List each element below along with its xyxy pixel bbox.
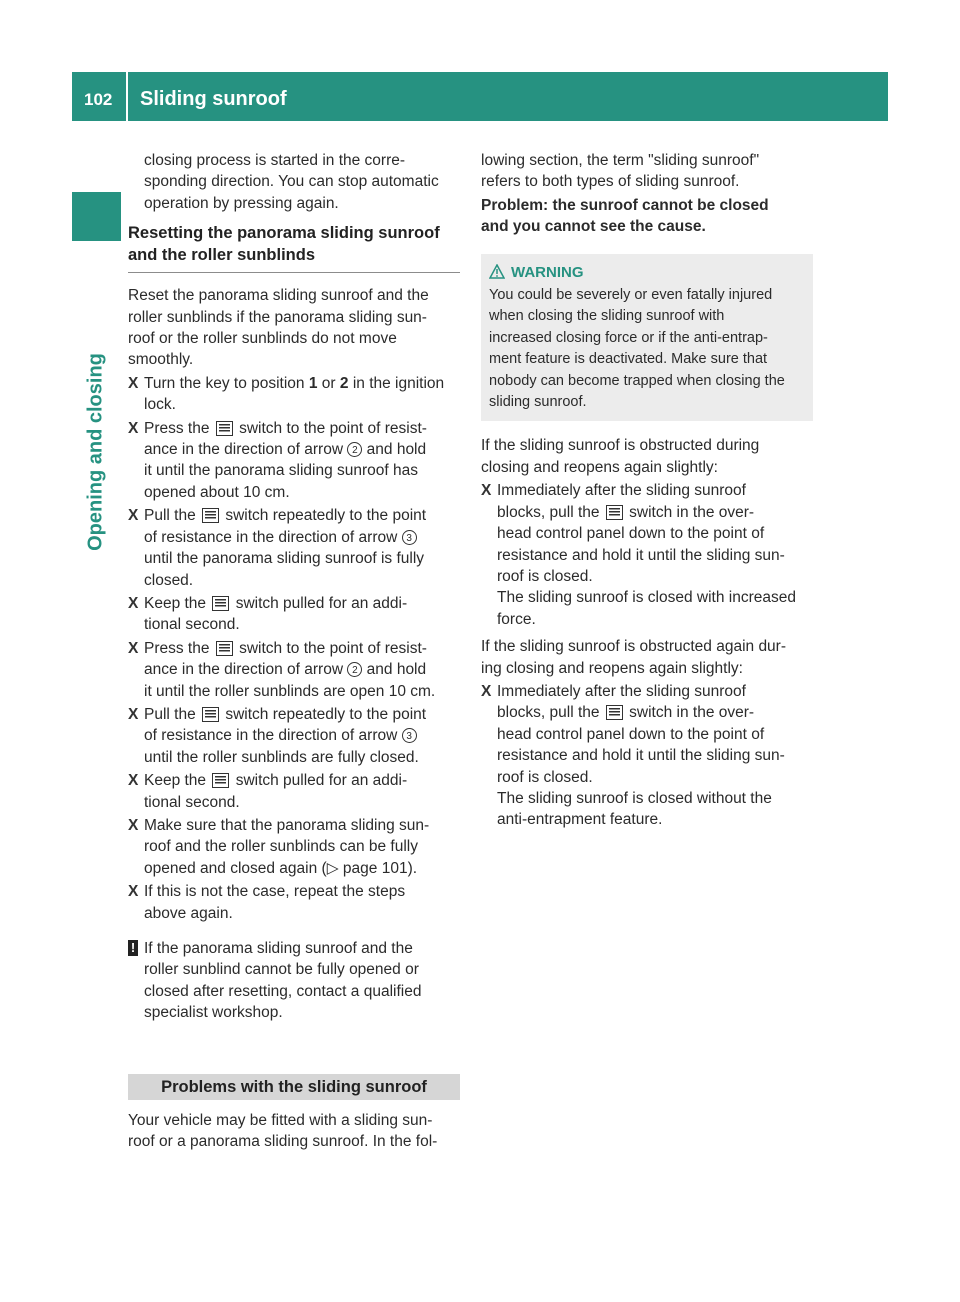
text-line: roof is closed. [497, 567, 593, 585]
left-column [128, 150, 460, 1152]
text-line: it until the roller sunblinds are open 10 cm. [144, 682, 436, 700]
warning-title: WARNING [489, 262, 807, 285]
text-line: Keep the switch pulled for an addi- [144, 594, 408, 612]
text-line: Reset the panorama sliding sunroof and the [128, 287, 429, 305]
instruction-step [128, 505, 460, 591]
caution-note [128, 938, 460, 1024]
text-line: roller sunblind cannot be fully opened or [144, 961, 419, 979]
instruction-step [128, 638, 460, 702]
text-line: resistance and hold it until the sliding sun- [497, 546, 785, 564]
text-line: nobody can become trapped when closing the [489, 372, 785, 389]
step-arrow-icon: X [128, 639, 139, 657]
sunroof-switch-icon [202, 508, 219, 523]
sunroof-switch-icon [216, 421, 233, 436]
text-line: lock. [144, 396, 176, 414]
text-line: If the sliding sunroof is obstructed during [481, 437, 760, 455]
text-line: Turn the key to position 1 or 2 in the ignition [144, 374, 445, 392]
text-line: If the sliding sunroof is obstructed again dur- [481, 638, 787, 656]
instruction-step [128, 704, 460, 768]
text-line: closed after resetting, contact a qualified [144, 982, 422, 1000]
instruction-step [128, 418, 460, 504]
text-line: If the panorama sliding sunroof and the [144, 940, 413, 957]
text-line: tional second. [144, 793, 240, 811]
sunroof-switch-icon [606, 505, 623, 520]
text-line: smoothly. [128, 351, 194, 369]
text-line: opened about 10 cm. [144, 483, 290, 501]
instruction-step [128, 593, 460, 636]
arrow-number-icon: 3 [402, 728, 417, 743]
page-number: 102 [84, 90, 113, 109]
instruction-step [481, 681, 813, 831]
text-line: Immediately after the sliding sunroof [497, 482, 746, 500]
text-line: closed. [144, 571, 194, 589]
text-line: closing and reopens again slightly: [481, 458, 718, 476]
text-line: head control panel down to the point of [497, 725, 765, 743]
text-line: until the roller sunblinds are fully closed. [144, 748, 419, 766]
instruction-step [481, 480, 813, 630]
exclamation-icon: ! [128, 940, 138, 956]
page-title: Sliding sunroof [140, 88, 287, 110]
text-line: sponding direction. You can stop automatic [144, 173, 439, 191]
sunroof-switch-icon [212, 773, 229, 788]
instruction-step [128, 881, 460, 924]
text-line: Press the switch to the point of resist- [144, 639, 427, 657]
text-line: force. [497, 610, 536, 628]
sunroof-switch-icon [606, 705, 623, 720]
continued-paragraph [481, 150, 813, 193]
text-line: You could be severely or even fatally injured [489, 287, 773, 304]
step-arrow-icon: X [481, 682, 492, 700]
step-arrow-icon: X [128, 419, 139, 437]
text-line: The sliding sunroof is closed with increased [497, 589, 796, 607]
instruction-step [128, 373, 460, 416]
intro-paragraph [128, 150, 460, 214]
text-line: Immediately after the sliding sunroof [497, 682, 746, 700]
text-line: ance in the direction of arrow 2 and hold [144, 441, 427, 459]
text-line: head control panel down to the point of [497, 525, 765, 543]
text-line: operation by pressing again. [144, 194, 339, 212]
step-arrow-icon: X [128, 772, 139, 790]
text-line: when closing the sliding sunroof with [489, 308, 725, 325]
step-arrow-icon: X [128, 507, 139, 525]
text-line: increased closing force or if the anti-entrap- [489, 329, 768, 346]
case1-paragraph [481, 435, 813, 478]
instruction-step [128, 770, 460, 813]
sunroof-switch-icon [202, 707, 219, 722]
page-reference-link[interactable]: page 101). [338, 859, 418, 877]
warning-box [481, 254, 813, 422]
text-line: Make sure that the panorama sliding sun- [144, 816, 430, 834]
text-line: it until the panorama sliding sunroof has [144, 462, 418, 480]
text-line: sliding sunroof. [489, 394, 587, 411]
page-reference-icon: ▷ [326, 859, 339, 877]
text-line: ing closing and reopens again slightly: [481, 659, 743, 677]
step-arrow-icon: X [128, 816, 139, 834]
text-line: roof or a panorama sliding sunroof. In the fol- [128, 1133, 438, 1151]
text-line: until the panorama sliding sunroof is fully [144, 550, 425, 568]
text-line: above again. [144, 904, 233, 922]
warning-triangle-icon [489, 264, 505, 285]
right-column [481, 150, 813, 831]
text-line: blocks, pull the switch in the over- [497, 704, 755, 722]
arrow-number-icon: 3 [402, 530, 417, 545]
text-line: tional second. [144, 616, 240, 634]
text-line: resistance and hold it until the sliding sun- [497, 747, 785, 765]
step-arrow-icon: X [481, 482, 492, 500]
case2-paragraph [481, 636, 813, 679]
text-line: Keep the switch pulled for an addi- [144, 772, 408, 790]
step-arrow-icon: X [128, 374, 139, 392]
step-arrow-icon: X [128, 883, 139, 901]
text-line: ance in the direction of arrow 2 and hold [144, 661, 427, 679]
text-line: If this is not the case, repeat the steps [144, 883, 406, 901]
side-tab-marker [72, 192, 121, 241]
heading-rule [128, 272, 460, 273]
problem-heading [481, 195, 813, 238]
text-line: and you cannot see the cause. [481, 218, 706, 236]
text-line: anti-entrapment feature. [497, 811, 663, 829]
text-line: Press the switch to the point of resist- [144, 419, 427, 437]
problems-intro [128, 1110, 460, 1153]
heading-line: Resetting the panorama sliding sunroof [128, 224, 440, 243]
reset-heading [128, 222, 460, 266]
problems-section-heading: Problems with the sliding sunroof [128, 1074, 460, 1100]
text-line: roof or the roller sunblinds do not move [128, 330, 397, 348]
reset-intro [128, 285, 460, 371]
text-line: lowing section, the term "sliding sunroof" [481, 152, 760, 169]
text-line: The sliding sunroof is closed without the [497, 789, 772, 807]
text-line: Problem: the sunroof cannot be closed [481, 196, 769, 214]
sunroof-switch-icon [212, 596, 229, 611]
text-line: refers to both types of sliding sunroof. [481, 173, 740, 191]
text-line: roof is closed. [497, 768, 593, 786]
text-line: ment feature is deactivated. Make sure that [489, 351, 768, 368]
text-line: of resistance in the direction of arrow 3 [144, 527, 460, 548]
step-arrow-icon: X [128, 705, 139, 723]
text-line: of resistance in the direction of arrow 3 [144, 725, 460, 746]
text-line: Your vehicle may be fitted with a sliding sun- [128, 1111, 433, 1129]
instruction-step [128, 815, 460, 879]
header-divider [126, 72, 128, 121]
text-line: opened and closed again (▷ page 101). [144, 859, 418, 877]
arrow-number-icon: 2 [347, 442, 362, 457]
side-chapter-label: Opening and closing [84, 353, 107, 551]
text-line: Pull the switch repeatedly to the point [144, 507, 427, 525]
text-line: roller sunblinds if the panorama sliding sun- [128, 308, 427, 326]
heading-line: and the roller sunblinds [128, 246, 316, 265]
text-line: blocks, pull the switch in the over- [497, 503, 755, 521]
text-line: specialist workshop. [144, 1004, 283, 1022]
arrow-number-icon: 2 [347, 662, 362, 677]
text-line: closing process is started in the corre- [144, 152, 406, 169]
step-arrow-icon: X [128, 594, 139, 612]
sunroof-switch-icon [216, 641, 233, 656]
text-line: Pull the switch repeatedly to the point [144, 705, 427, 723]
text-line: roof and the roller sunblinds can be fully [144, 838, 418, 856]
